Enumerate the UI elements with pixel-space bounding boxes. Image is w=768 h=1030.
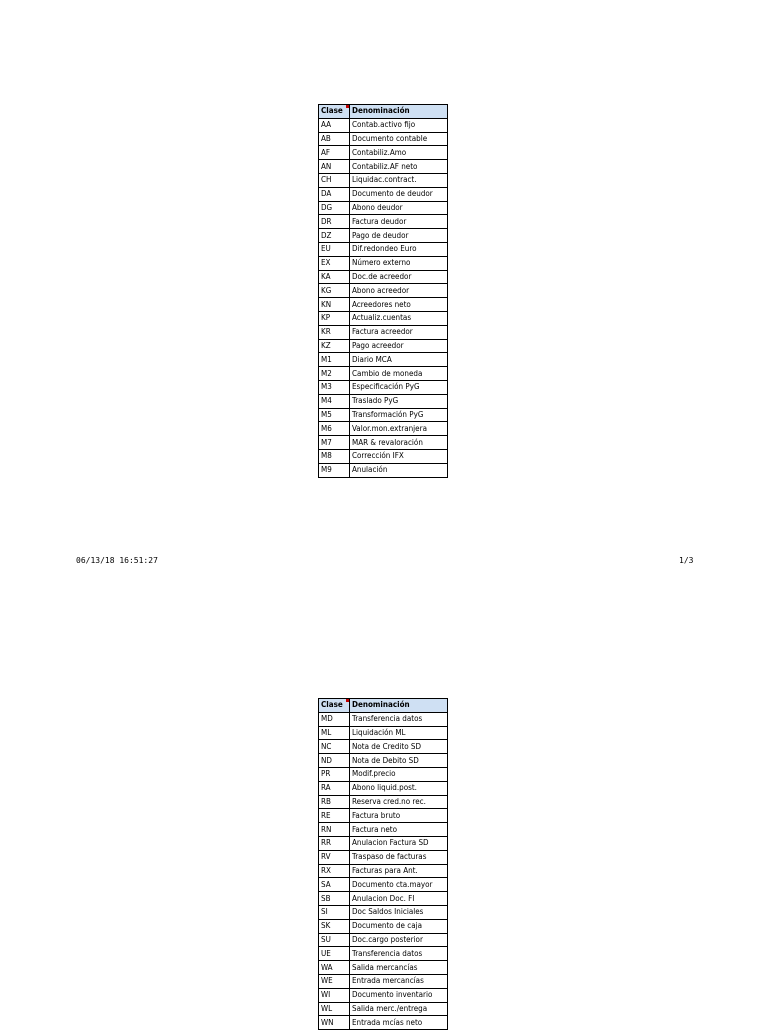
clase-cell: WA: [319, 961, 350, 975]
table-row: [319, 353, 448, 367]
denominacion-cell: Contabiliz.Amo: [350, 146, 448, 160]
table-row: [319, 229, 448, 243]
denominacion-cell: Pago acreedor: [350, 339, 448, 353]
denominacion-cell: Especificación PyG: [350, 380, 448, 394]
document-types-table-page2: [318, 698, 448, 1030]
clase-cell: M8: [319, 449, 350, 463]
table-row: [319, 1002, 448, 1016]
denominacion-cell: Nota de Debito SD: [350, 754, 448, 768]
clase-cell: KR: [319, 325, 350, 339]
denominacion-cell: Contab.activo fijo: [350, 118, 448, 132]
clase-cell: RV: [319, 850, 350, 864]
table-row: [319, 961, 448, 975]
clase-cell: RR: [319, 836, 350, 850]
denominacion-cell: Traspaso de facturas: [350, 850, 448, 864]
clase-cell: AF: [319, 146, 350, 160]
table-row: [319, 173, 448, 187]
table-row: [319, 146, 448, 160]
denominacion-cell: Diario MCA: [350, 353, 448, 367]
clase-cell: AB: [319, 132, 350, 146]
table-row: [319, 712, 448, 726]
denominacion-cell: Contabiliz.AF neto: [350, 160, 448, 174]
table-row: [319, 823, 448, 837]
clase-cell: M9: [319, 463, 350, 477]
table-row: [319, 740, 448, 754]
clase-cell: UE: [319, 947, 350, 961]
denominacion-cell: Abono liquid.post.: [350, 781, 448, 795]
table-row: [319, 436, 448, 450]
clase-cell: EU: [319, 242, 350, 256]
clase-cell: RE: [319, 809, 350, 823]
table-row: [319, 394, 448, 408]
denominacion-cell: Factura bruto: [350, 809, 448, 823]
denominacion-cell: Anulacion Doc. FI: [350, 892, 448, 906]
clase-cell: SI: [319, 905, 350, 919]
denominacion-cell: Transformación PyG: [350, 408, 448, 422]
print-timestamp: 06/13/18 16:51:27: [76, 556, 158, 565]
denominacion-cell: Modif.precio: [350, 767, 448, 781]
table-row: [319, 215, 448, 229]
table-row: [319, 201, 448, 215]
denominacion-cell: Documento inventario: [350, 988, 448, 1002]
comment-marker-icon: [346, 699, 349, 702]
denominacion-cell: Salida merc./entrega: [350, 1002, 448, 1016]
denominacion-cell: Factura deudor: [350, 215, 448, 229]
table-row: [319, 408, 448, 422]
clase-cell: RX: [319, 864, 350, 878]
denominacion-cell: Pago de deudor: [350, 229, 448, 243]
table-row: [319, 298, 448, 312]
header-clase: Clase: [319, 699, 350, 713]
clase-cell: M1: [319, 353, 350, 367]
clase-cell: SB: [319, 892, 350, 906]
denominacion-cell: Nota de Credito SD: [350, 740, 448, 754]
denominacion-cell: Actualiz.cuentas: [350, 311, 448, 325]
clase-cell: MD: [319, 712, 350, 726]
clase-cell: WI: [319, 988, 350, 1002]
clase-cell: DA: [319, 187, 350, 201]
table-row: [319, 726, 448, 740]
denominacion-cell: Número externo: [350, 256, 448, 270]
document-types-table-page1: [318, 104, 448, 478]
table-row: [319, 781, 448, 795]
denominacion-cell: Transferencia datos: [350, 712, 448, 726]
table-row: [319, 325, 448, 339]
table-row: [319, 449, 448, 463]
clase-cell: KZ: [319, 339, 350, 353]
clase-cell: M6: [319, 422, 350, 436]
denominacion-cell: Corrección IFX: [350, 449, 448, 463]
header-denominacion: Denominación: [350, 105, 448, 119]
clase-cell: CH: [319, 173, 350, 187]
denominacion-cell: Documento contable: [350, 132, 448, 146]
table-header-row: [319, 699, 448, 713]
table-row: [319, 850, 448, 864]
denominacion-cell: Doc.de acreedor: [350, 270, 448, 284]
clase-cell: DR: [319, 215, 350, 229]
table-row: [319, 864, 448, 878]
clase-cell: KA: [319, 270, 350, 284]
denominacion-cell: Facturas para Ant.: [350, 864, 448, 878]
denominacion-cell: Factura neto: [350, 823, 448, 837]
table-row: [319, 367, 448, 381]
clase-cell: DG: [319, 201, 350, 215]
clase-cell: M4: [319, 394, 350, 408]
denominacion-cell: Abono acreedor: [350, 284, 448, 298]
clase-cell: AN: [319, 160, 350, 174]
clase-cell: WN: [319, 1016, 350, 1030]
table-row: [319, 795, 448, 809]
table-row: [319, 809, 448, 823]
denominacion-cell: MAR & revaloración: [350, 436, 448, 450]
denominacion-cell: Cambio de moneda: [350, 367, 448, 381]
denominacion-cell: Documento de caja: [350, 919, 448, 933]
table-row: [319, 988, 448, 1002]
clase-cell: SK: [319, 919, 350, 933]
clase-cell: SU: [319, 933, 350, 947]
clase-cell: M2: [319, 367, 350, 381]
clase-cell: M5: [319, 408, 350, 422]
table-row: [319, 974, 448, 988]
table-row: [319, 836, 448, 850]
table-row: [319, 919, 448, 933]
denominacion-cell: Factura acreedor: [350, 325, 448, 339]
clase-cell: KP: [319, 311, 350, 325]
denominacion-cell: Valor.mon.extranjera: [350, 422, 448, 436]
clase-cell: RA: [319, 781, 350, 795]
table-row: [319, 311, 448, 325]
table-row: [319, 905, 448, 919]
table-row: [319, 767, 448, 781]
clase-cell: SA: [319, 878, 350, 892]
clase-cell: M7: [319, 436, 350, 450]
denominacion-cell: Salida mercancías: [350, 961, 448, 975]
comment-marker-icon: [346, 105, 349, 108]
header-clase: Clase: [319, 105, 350, 119]
table-row: [319, 878, 448, 892]
denominacion-cell: Doc.cargo posterior: [350, 933, 448, 947]
clase-cell: RB: [319, 795, 350, 809]
denominacion-cell: Entrada mcías neto: [350, 1016, 448, 1030]
denominacion-cell: Entrada mercancías: [350, 974, 448, 988]
denominacion-cell: Documento de deudor: [350, 187, 448, 201]
clase-cell: WL: [319, 1002, 350, 1016]
table-row: [319, 754, 448, 768]
table-row: [319, 160, 448, 174]
denominacion-cell: Dif.redondeo Euro: [350, 242, 448, 256]
table-row: [319, 1016, 448, 1030]
clase-cell: KN: [319, 298, 350, 312]
denominacion-cell: Reserva cred.no rec.: [350, 795, 448, 809]
clase-cell: ND: [319, 754, 350, 768]
clase-cell: KG: [319, 284, 350, 298]
table-row: [319, 118, 448, 132]
denominacion-cell: Traslado PyG: [350, 394, 448, 408]
table-row: [319, 132, 448, 146]
table-row: [319, 422, 448, 436]
clase-cell: EX: [319, 256, 350, 270]
table-row: [319, 463, 448, 477]
denominacion-cell: Documento cta.mayor: [350, 878, 448, 892]
clase-cell: WE: [319, 974, 350, 988]
denominacion-cell: Abono deudor: [350, 201, 448, 215]
clase-cell: NC: [319, 740, 350, 754]
clase-cell: RN: [319, 823, 350, 837]
table-row: [319, 256, 448, 270]
page-number: 1/3: [679, 556, 694, 565]
table-row: [319, 187, 448, 201]
clase-cell: M3: [319, 380, 350, 394]
denominacion-cell: Liquidación ML: [350, 726, 448, 740]
clase-cell: ML: [319, 726, 350, 740]
table-row: [319, 380, 448, 394]
table-row: [319, 947, 448, 961]
table-row: [319, 284, 448, 298]
table-row: [319, 933, 448, 947]
table-row: [319, 242, 448, 256]
header-denominacion: Denominación: [350, 699, 448, 713]
denominacion-cell: Transferencia datos: [350, 947, 448, 961]
clase-cell: PR: [319, 767, 350, 781]
denominacion-cell: Acreedores neto: [350, 298, 448, 312]
denominacion-cell: Doc Saldos Iniciales: [350, 905, 448, 919]
clase-cell: AA: [319, 118, 350, 132]
table-header-row: [319, 105, 448, 119]
table-row: [319, 270, 448, 284]
table-row: [319, 892, 448, 906]
denominacion-cell: Liquidac.contract.: [350, 173, 448, 187]
clase-cell: DZ: [319, 229, 350, 243]
denominacion-cell: Anulacion Factura SD: [350, 836, 448, 850]
table-row: [319, 339, 448, 353]
denominacion-cell: Anulación: [350, 463, 448, 477]
